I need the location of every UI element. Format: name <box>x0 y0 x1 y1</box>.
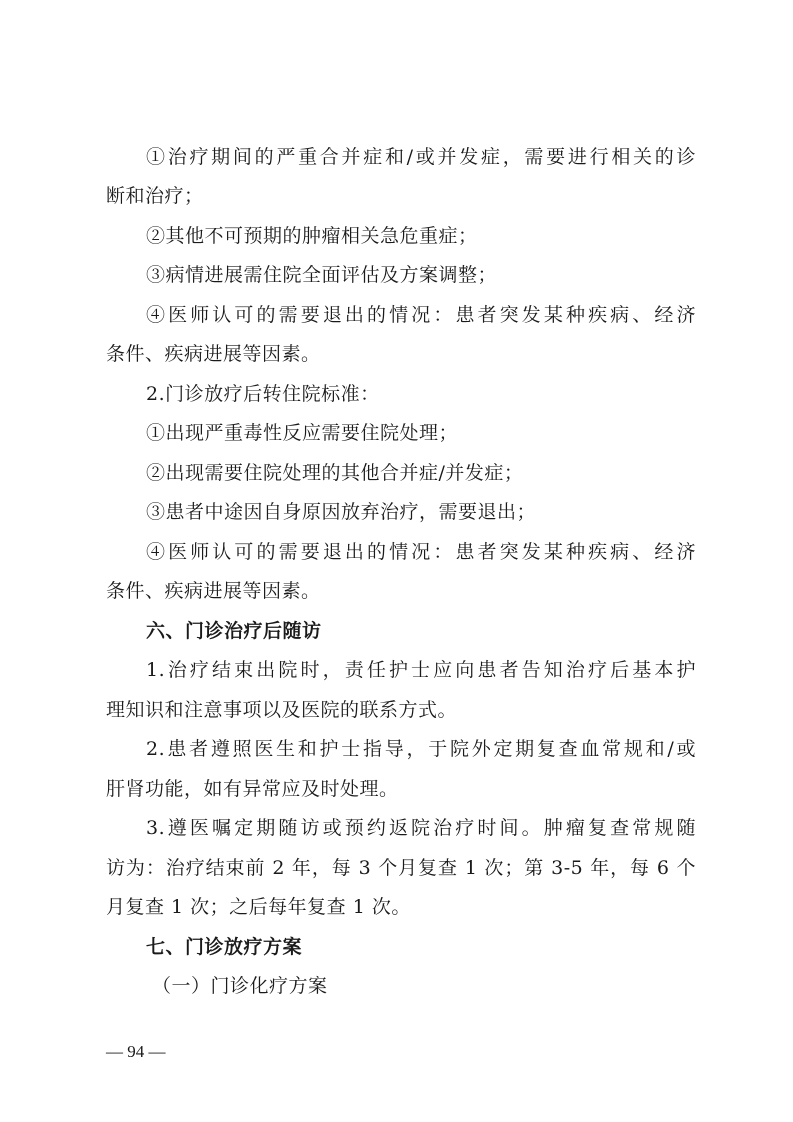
paragraph-line: ①出现严重毒性反应需要住院处理； <box>146 422 459 444</box>
paragraph-line: 肝肾功能，如有异常应及时处理。 <box>106 778 399 800</box>
paragraph-line: ①治疗期间的严重合并症和/或并发症，需要进行相关的诊 <box>146 146 696 168</box>
section-heading: 六、门诊治疗后随访 <box>146 620 322 642</box>
paragraph-line: 理知识和注意事项以及医院的联系方式。 <box>106 699 458 721</box>
paragraph-line: 条件、疾病进展等因素。 <box>106 580 321 602</box>
paragraph-line: ②其他不可预期的肿瘤相关急危重症； <box>146 225 478 247</box>
paragraph-line: 1.治疗结束出院时，责任护士应向患者告知治疗后基本护 <box>146 659 696 681</box>
paragraph-line: 断和治疗； <box>106 185 204 207</box>
page-number: — 94 — <box>106 1042 166 1061</box>
paragraph-line: ②出现需要住院处理的其他合并症/并发症； <box>146 462 524 484</box>
paragraph-line: 访为：治疗结束前 2 年，每 3 个月复查 1 次；第 3-5 年，每 6 个 <box>106 857 696 879</box>
paragraph-line: 2.门诊放疗后转住院标准： <box>146 383 380 405</box>
paragraph-line: 3.遵医嘱定期随访或预约返院治疗时间。肿瘤复查常规随 <box>146 817 696 839</box>
paragraph-line: 条件、疾病进展等因素。 <box>106 343 321 365</box>
section-heading: 七、门诊放疗方案 <box>146 936 303 958</box>
paragraph-line: 月复查 1 次；之后每年复查 1 次。 <box>106 896 411 918</box>
paragraph-line: ④医师认可的需要退出的情况：患者突发某种疾病、经济 <box>146 304 696 326</box>
paragraph-line: ③患者中途因自身原因放弃治疗，需要退出； <box>146 501 537 523</box>
paragraph-line: 2.患者遵照医生和护士指导，于院外定期复查血常规和/或 <box>146 738 696 760</box>
subsection-heading: （一）门诊化疗方案 <box>152 975 328 997</box>
paragraph-line: ④医师认可的需要退出的情况：患者突发某种疾病、经济 <box>146 541 696 563</box>
paragraph-line: ③病情进展需住院全面评估及方案调整； <box>146 264 498 286</box>
